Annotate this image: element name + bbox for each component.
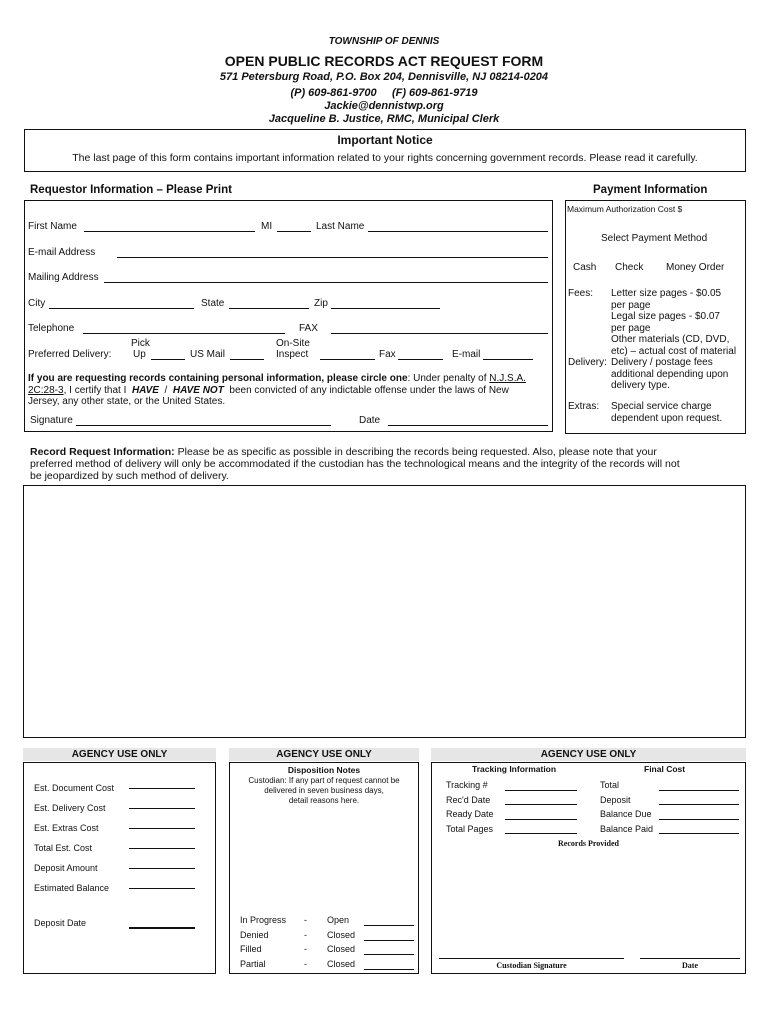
est-document-cost-label: Est. Document Cost: [34, 783, 115, 793]
status-filled-field[interactable]: [364, 954, 414, 955]
record-request-instructions: Record Request Information: Please be as specific as possible in describing the records being requested. Also, please note that your preferred method of delivery will only be accommodated if the custodian has the technological means and the integrity of the records will not be jeopardized by such method of delivery.: [30, 446, 680, 482]
total-pages-label: Total Pages: [446, 823, 494, 834]
status-in-progress: In Progress: [240, 915, 287, 925]
last-name-field[interactable]: [368, 231, 548, 232]
pick-label: Pick: [131, 338, 150, 349]
status-open-field[interactable]: [364, 925, 414, 926]
deposit-field[interactable]: [659, 804, 739, 805]
agency-heading-3: AGENCY USE ONLY: [431, 748, 746, 761]
select-payment-label: Select Payment Method: [601, 233, 708, 244]
state-field[interactable]: [229, 308, 309, 309]
extras-label: Extras:: [568, 401, 600, 412]
est-delivery-cost-label: Est. Delivery Cost: [34, 803, 106, 813]
first-name-field[interactable]: [84, 231, 255, 232]
fax-label: FAX: [299, 323, 318, 334]
date-field[interactable]: [388, 425, 548, 426]
status-right-col: Open Closed Closed Closed: [327, 915, 356, 969]
status-denied: Denied: [240, 929, 269, 940]
est-extras-cost-label: Est. Extras Cost: [34, 823, 99, 833]
zip-field[interactable]: [331, 308, 440, 309]
delivery-fee-label: Delivery:: [568, 357, 607, 368]
ready-date-label: Ready Date: [446, 809, 494, 819]
status-left-col: [240, 913, 286, 971]
pickup-field[interactable]: [151, 359, 185, 360]
have-option[interactable]: HAVE: [131, 384, 159, 396]
record-request-label: Record Request Information:: [30, 446, 175, 458]
payment-heading: Payment Information: [593, 184, 708, 196]
total-pages-field[interactable]: [505, 833, 577, 834]
date-label: Date: [359, 415, 381, 426]
important-notice-box: [24, 129, 746, 172]
signature-label: Signature: [30, 415, 73, 426]
mailing-field[interactable]: [104, 282, 548, 283]
est-extras-cost-field[interactable]: [129, 828, 195, 829]
final-cost-labels: [600, 778, 653, 836]
balance-paid-label: Balance Paid: [600, 823, 654, 834]
custodian-signature-field[interactable]: [439, 958, 624, 959]
status-filled: Filled: [240, 944, 262, 954]
tracking-number-field[interactable]: [505, 790, 577, 791]
cash-option[interactable]: Cash: [573, 262, 597, 273]
state-label: State: [201, 298, 225, 309]
final-cost-title: Final Cost: [644, 764, 686, 774]
fax-option-label: Fax: [379, 349, 396, 360]
last-name-label: Last Name: [316, 221, 365, 232]
fees-list: Letter size pages - $0.05 per page Legal size pages - $0.07 per page Other materials (CD, DVD, etc) – actual cost of material: [611, 288, 737, 357]
tracking-number-label: Tracking #: [446, 780, 488, 790]
township-name: TOWNSHIP OF DENNIS: [328, 36, 440, 47]
city-label: City: [28, 298, 46, 309]
max-auth-label: Maximum Authorization Cost $: [567, 204, 683, 214]
tracking-labels: [446, 778, 494, 836]
agency-heading-1: AGENCY USE ONLY: [23, 748, 216, 761]
email-option-label: E-mail: [452, 349, 481, 360]
records-provided-label: Records Provided: [558, 839, 619, 848]
certification-text: If you are requesting records containing personal information, please circle one: Under penalty of N.J.S.A. 2C:28-3, I certify that I HAVE / HAVE NOT been convicted of any indictable offense under the laws of New Jersey, any other state, or the United States.: [28, 373, 526, 407]
email-field[interactable]: [117, 257, 548, 258]
status-dash-col: - - - -: [304, 915, 307, 969]
recd-date-field[interactable]: [505, 804, 577, 805]
njsa-citation: N.J.S.A.: [489, 373, 526, 384]
preferred-delivery-label: Preferred Delivery:: [28, 349, 112, 360]
estimated-balance-label: Estimated Balance: [34, 883, 110, 893]
fees-label: Fees:: [568, 288, 594, 299]
delivery-fee-text: Delivery / postage fees additional depending upon delivery type.: [611, 357, 729, 391]
notice-title: Important Notice: [337, 133, 433, 147]
status-partial: Partial: [240, 958, 266, 969]
have-not-option[interactable]: HAVE NOT: [172, 384, 224, 396]
deposit-amount-field[interactable]: [129, 868, 195, 869]
agency-heading-2: AGENCY USE ONLY: [229, 748, 419, 761]
status-partial-field[interactable]: [364, 969, 414, 970]
recd-date-label: Rec'd Date: [446, 794, 491, 805]
signature-field[interactable]: [76, 425, 331, 426]
disposition-title: Disposition Notes: [287, 765, 361, 775]
balance-paid-field[interactable]: [659, 833, 739, 834]
pickup-label: Up: [133, 349, 146, 360]
notice-text: The last page of this form contains important information related to your rights concerning government records. Please read it carefully.: [72, 152, 698, 164]
mi-label: MI: [261, 221, 273, 232]
total-est-cost-field[interactable]: [129, 848, 195, 849]
check-option[interactable]: Check: [615, 262, 644, 273]
inspect-label: Inspect: [276, 349, 309, 360]
est-document-cost-field[interactable]: [129, 788, 195, 789]
onsite-field[interactable]: [320, 359, 375, 360]
balance-due-label: Balance Due: [600, 809, 652, 819]
us-mail-label: US Mail: [190, 349, 226, 360]
deposit-label: Deposit: [600, 794, 631, 805]
total-label: Total: [600, 780, 620, 790]
telephone-field[interactable]: [83, 333, 285, 334]
estimated-balance-field[interactable]: [129, 888, 195, 889]
fax-field[interactable]: [331, 333, 548, 334]
telephone-label: Telephone: [28, 323, 75, 334]
first-name-label: First Name: [28, 221, 77, 232]
disposition-notes: Custodian: If any part of request cannot be delivered in seven business days, detail reasons here.: [248, 776, 400, 805]
total-field[interactable]: [659, 790, 739, 791]
phone-fax: (P) 609-861-9700 (F) 609-861-9719: [290, 87, 478, 99]
custodian-date-field[interactable]: [640, 958, 740, 959]
custodian-date-label: Date: [682, 961, 698, 970]
email-label: E-mail Address: [28, 247, 96, 258]
money-order-option[interactable]: Money Order: [666, 262, 725, 273]
total-est-cost-label: Total Est. Cost: [34, 843, 93, 853]
ready-date-field[interactable]: [505, 819, 577, 820]
extras-text: Special service charge dependent upon request.: [611, 401, 723, 424]
tracking-title: Tracking Information: [472, 764, 557, 774]
email-option-field[interactable]: [483, 359, 533, 360]
address: 571 Petersburg Road, P.O. Box 204, Dennisville, NJ 08214-0204: [219, 71, 549, 83]
certify-bold: If you are requesting records containing personal information, please circle one: [28, 373, 408, 384]
record-request-textarea[interactable]: [23, 485, 746, 738]
cost-labels: [34, 778, 114, 898]
est-delivery-cost-field[interactable]: [129, 808, 195, 809]
status-denied-field[interactable]: [364, 940, 414, 941]
balance-due-field[interactable]: [659, 819, 739, 820]
custodian-signature-label: Custodian Signature: [496, 961, 567, 970]
zip-label: Zip: [314, 298, 328, 309]
mi-field[interactable]: [277, 231, 311, 232]
form-title: OPEN PUBLIC RECORDS ACT REQUEST FORM: [224, 53, 544, 69]
fax-option-field[interactable]: [398, 359, 443, 360]
deposit-date-label: Deposit Date: [34, 918, 87, 928]
mailing-label: Mailing Address: [28, 272, 99, 283]
email-contact: Jackie@dennistwp.org: [324, 100, 444, 112]
municipal-clerk: Jacqueline B. Justice, RMC, Municipal Clerk: [268, 113, 500, 125]
deposit-amount-label: Deposit Amount: [34, 863, 98, 873]
city-field[interactable]: [49, 308, 194, 309]
requestor-heading: Requestor Information – Please Print: [30, 184, 232, 196]
us-mail-field[interactable]: [230, 359, 264, 360]
deposit-date-field[interactable]: [129, 927, 195, 929]
onsite-label: On-Site: [276, 338, 310, 349]
